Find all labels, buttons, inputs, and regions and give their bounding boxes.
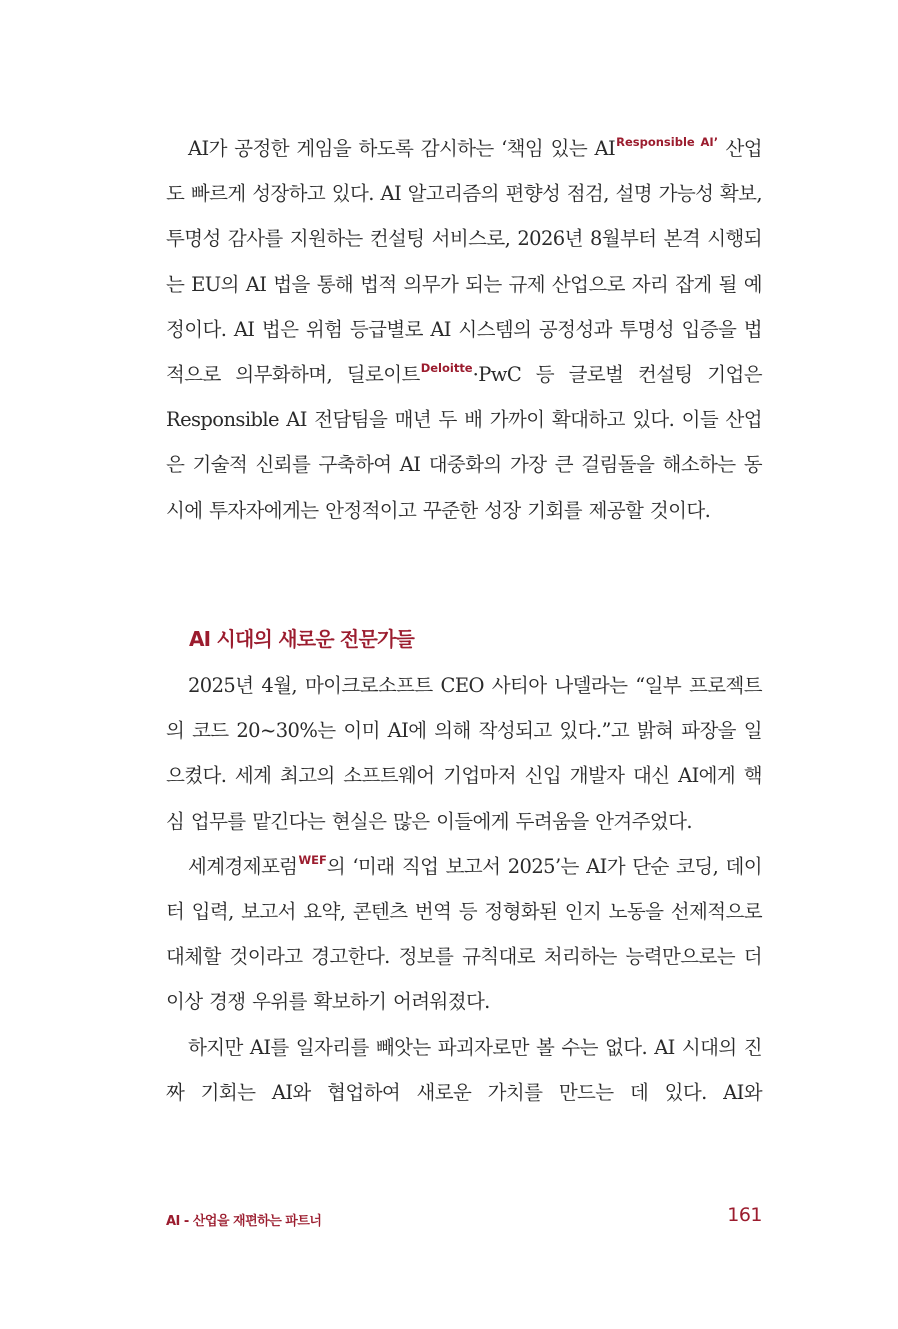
page-number: 161 [727, 1204, 762, 1226]
footnote-deloitte: Deloitte [420, 361, 473, 376]
paragraph-wef [166, 844, 762, 1025]
text-run: 산업도 빠르게 성장하고 있다. AI 알고리즘의 편향성 점검, 설명 가능성 확보, 투명성 감사를 지원하는 컨설팅 서비스로, 2026년 8월부터 본격 시행되는 EU의 AI 법을 통해 법적 의무가 되는 규제 산업으로 자리 잡게 될 예정이다. AI 법은 위험 등급별로 AI 시스템의 공정성과 투명성 입증을 법적으로 의무화하며, 딜로이트 [166, 137, 763, 387]
running-title: AI - 산업을 재편하는 파트너 [166, 1214, 322, 1229]
paragraph-collaboration: 하지만 AI를 일자리를 빼앗는 파괴자로만 볼 수는 없다. AI 시대의 진짜 기회는 AI와 협업하여 새로운 가치를 만드는 데 있다. AI와 [166, 1035, 762, 1104]
section-2-body [166, 663, 762, 1115]
paragraph-responsible-ai [166, 126, 762, 533]
section-heading: AI 시대의 새로운 전문가들 [189, 627, 415, 651]
footnote-responsible-ai: Responsible AI’ [616, 135, 719, 149]
text-run: ·PwC 등 글로벌 컨설팅 기업은 Responsible AI 전담팀을 매년 두 배 가까이 확대하고 있다. 이들 산업은 기술적 신뢰를 구축하여 AI 대중화의 가장 큰 걸림돌을 해소하는 동시에 투자자에게는 안정적이고 꾸준한 성장 기회를 제공할 것이다. [166, 363, 763, 522]
section-1-body [166, 126, 762, 533]
footnote-wef: WEF [298, 852, 327, 867]
paragraph-nadella: 2025년 4월, 마이크로소프트 CEO 사티아 나델라는 “일부 프로젝트의 코드 20~30%는 이미 AI에 의해 작성되고 있다.”고 밝혀 파장을 일으켰다. 세계 최고의 소프트웨어 기업마저 신입 개발자 대신 AI에게 핵심 업무를 맡긴다는 현실은 많은 이들에게 두려움을 안겨주었다. [166, 674, 762, 833]
text-run: 세계경제포럼 [188, 854, 298, 878]
text-run: 의 ‘미래 직업 보고서 2025’는 AI가 단순 코딩, 데이터 입력, 보고서 요약, 콘텐츠 번역 등 정형화된 인지 노동을 선제적으로 대체할 것이라고 경고한다. 정보를 규칙대로 처리하는 능력만으로는 더 이상 경쟁 우위를 확보하기 어려워졌다. [166, 854, 762, 1014]
text-run: AI가 공정한 게임을 하도록 감시하는 ‘책임 있는 AI [188, 137, 616, 160]
